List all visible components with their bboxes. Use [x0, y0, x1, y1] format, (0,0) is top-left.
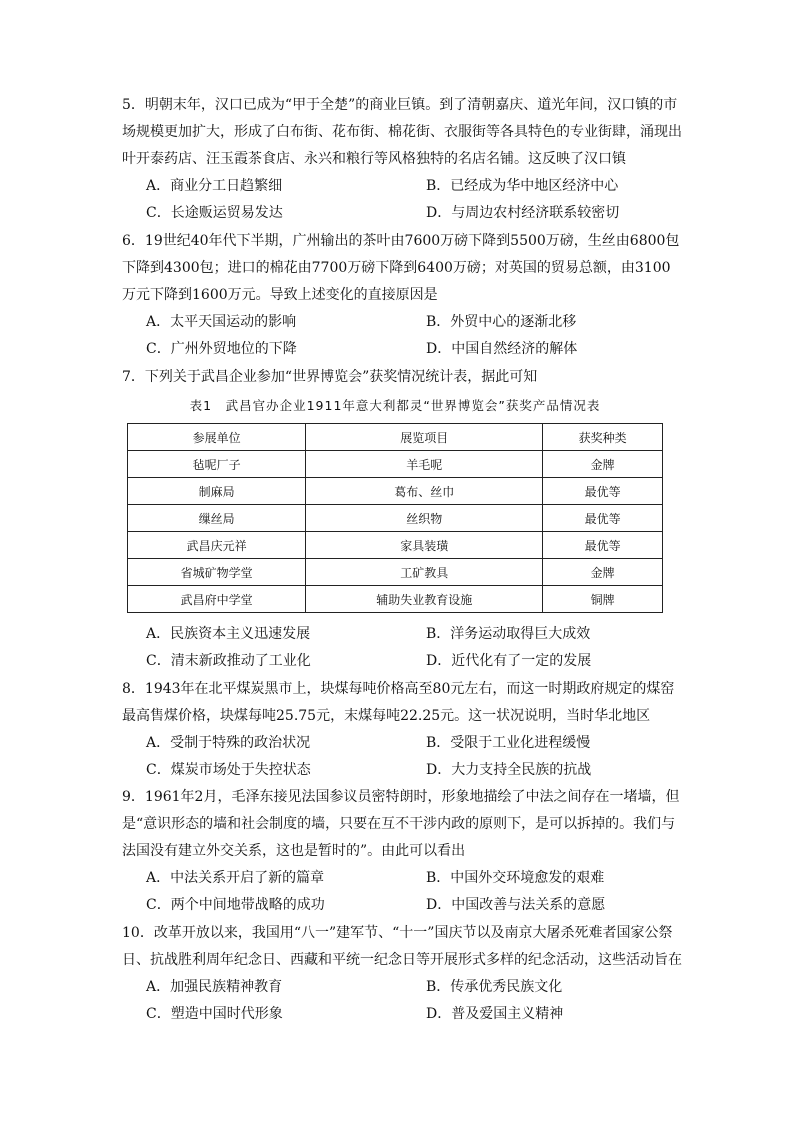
- table-cell: 铜牌: [543, 586, 663, 613]
- table-cell: 金牌: [543, 559, 663, 586]
- option-c[interactable]: C．清末新政推动了工业化: [146, 653, 311, 669]
- question-stem: 6．19世纪40年代下半期，广州输出的茶叶由7600万磅下降到5500万磅，生丝由6800包下降到4300包；进口的棉花由7700万磅下降到6400万磅；对英国的贸易总额，由3100万元下降到1600万元。导致上述变化的直接原因是: [122, 233, 680, 303]
- question-7: [122, 364, 682, 391]
- option-a[interactable]: A．太平天国运动的影响: [146, 314, 297, 330]
- table-cell: 工矿教具: [306, 559, 543, 586]
- question-stem: 10．改革开放以来，我国用“八一”建军节、“十一”国庆节以及南京大屠杀死难者国家公祭日、抗战胜利周年纪念日、西藏和平统一纪念日等开展形式多样的纪念活动，这些活动旨在: [122, 925, 682, 968]
- award-table: [127, 423, 663, 613]
- option-d[interactable]: D．与周边农村经济联系较密切: [426, 205, 620, 221]
- table-cell: 羊毛呢: [306, 451, 543, 478]
- option-c[interactable]: C．两个中间地带战略的成功: [146, 897, 325, 913]
- table-header: 参展单位: [128, 424, 306, 451]
- option-a[interactable]: A．中法关系开启了新的篇章: [146, 870, 325, 886]
- table-header-row: [128, 424, 663, 451]
- option-c[interactable]: C．塑造中国时代形象: [146, 1006, 283, 1022]
- option-d[interactable]: D．普及爱国主义精神: [426, 1006, 564, 1022]
- question-stem: 5．明朝末年，汉口已成为“甲于全楚”的商业巨镇。到了清朝嘉庆、道光年间，汉口镇的市场规模更加扩大，形成了白布街、花布街、棉花街、衣服街等各具特色的专业街肆，涌现出叶开泰药店、汪玉霞茶食店、永兴和粮行等风格独特的名店名铺。这反映了汉口镇: [122, 97, 682, 167]
- table-cell: 最优等: [543, 532, 663, 559]
- option-b[interactable]: B．中国外交环境愈发的艰难: [426, 870, 605, 886]
- table-cell: 缫丝局: [128, 505, 306, 532]
- question-9: [122, 784, 682, 919]
- option-a[interactable]: A．民族资本主义迅速发展: [146, 626, 311, 642]
- question-stem: 8．1943年在北平煤炭黑市上，块煤每吨价格高至80元左右，而这一时期政府规定的煤窑最高售煤价格，块煤每吨25.75元，末煤每吨22.25元。这一状况说明，当时华北地区: [122, 681, 675, 724]
- table-cell: 制麻局: [128, 478, 306, 505]
- table-cell: 武昌庆元祥: [128, 532, 306, 559]
- table-cell: 家具装璜: [306, 532, 543, 559]
- option-b[interactable]: B．外贸中心的逐渐北移: [426, 314, 577, 330]
- table-cell: 葛布、丝巾: [306, 478, 543, 505]
- option-b[interactable]: B．受限于工业化进程缓慢: [426, 735, 591, 751]
- table-header: 获奖种类: [543, 424, 663, 451]
- options: [122, 865, 682, 919]
- table-caption: 表1 武昌官办企业1911年意大利都灵“世界博览会”获奖产品情况表: [189, 398, 601, 413]
- table-cell: 丝织物: [306, 505, 543, 532]
- table-row: [128, 478, 663, 505]
- table-cell: 毡呢厂子: [128, 451, 306, 478]
- option-c[interactable]: C．长途贩运贸易发达: [146, 205, 283, 221]
- option-d[interactable]: D．近代化有了一定的发展: [426, 653, 592, 669]
- table-row: [128, 505, 663, 532]
- option-d[interactable]: D．中国改善与法关系的意愿: [426, 897, 606, 913]
- option-c[interactable]: C．煤炭市场处于失控状态: [146, 762, 311, 778]
- option-b[interactable]: B．传承优秀民族文化: [426, 979, 563, 995]
- options: [122, 730, 682, 784]
- option-d[interactable]: D．中国自然经济的解体: [426, 341, 578, 357]
- option-c[interactable]: C．广州外贸地位的下降: [146, 341, 297, 357]
- options: [122, 309, 682, 363]
- table-cell: 金牌: [543, 451, 663, 478]
- table-cell: 武昌府中学堂: [128, 586, 306, 613]
- table-cell: 最优等: [543, 505, 663, 532]
- table-cell: 最优等: [543, 478, 663, 505]
- options: [122, 173, 682, 227]
- question-10: [122, 920, 682, 1028]
- question-stem: 9．1961年2月，毛泽东接见法国参议员密特朗时，形象地描绘了中法之间存在一堵墙，但是“意识形态的墙和社会制度的墙，只要在互不干涉内政的原则下，是可以拆掉的。我们与法国没有建立外交关系，这也是暂时的”。由此可以看出: [122, 789, 680, 859]
- table-row: [128, 451, 663, 478]
- question-stem: 7．下列关于武昌企业参加“世界博览会”获奖情况统计表，据此可知: [122, 369, 538, 385]
- table-cell: 省城矿物学堂: [128, 559, 306, 586]
- question-8: [122, 676, 682, 784]
- option-d[interactable]: D．大力支持全民族的抗战: [426, 762, 592, 778]
- question-7-options: [122, 621, 682, 675]
- table-row: [128, 586, 663, 613]
- table-row: [128, 532, 663, 559]
- options: [122, 974, 682, 1028]
- option-b[interactable]: B．已经成为华中地区经济中心: [426, 178, 619, 194]
- options: [122, 621, 682, 675]
- option-b[interactable]: B．洋务运动取得巨大成效: [426, 626, 591, 642]
- table-cell: 辅助失业教育设施: [306, 586, 543, 613]
- option-a[interactable]: A．加强民族精神教育: [146, 979, 283, 995]
- table-header: 展览项目: [306, 424, 543, 451]
- question-5: [122, 92, 682, 227]
- option-a[interactable]: A．商业分工日趋繁细: [146, 178, 283, 194]
- table-row: [128, 559, 663, 586]
- question-6: [122, 228, 682, 363]
- option-a[interactable]: A．受制于特殊的政治状况: [146, 735, 311, 751]
